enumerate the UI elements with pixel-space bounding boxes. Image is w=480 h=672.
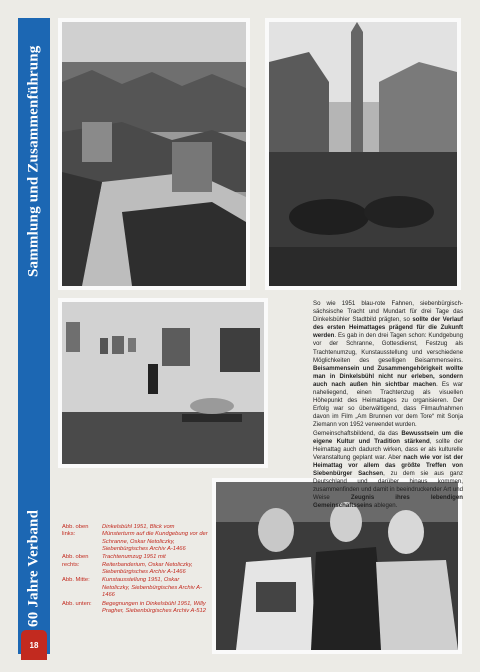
caption-text: Trachtenumzug 1951 mit Reiterbanderium, Oskar Netoliczky, Siebenbürgisches Archiv A-1466	[102, 554, 193, 575]
caption-label: Abb. oben rechts:	[62, 554, 89, 568]
photo-art-exhibition-image	[62, 302, 264, 464]
sidebar-anniversary-title: 60 Jahre Verband	[25, 509, 42, 627]
caption-item	[62, 554, 208, 576]
page-number: 18	[29, 640, 39, 650]
sidebar-section-title: Sammlung und Zusammenführung	[25, 45, 42, 277]
caption-text: Dinkelsbühl 1951, Blick vom Münsterturm auf die Kundgebung vor der Schranne, Oskar Netoliczky, Siebenbürgisches Archiv A-1466	[102, 524, 208, 552]
photo-costume-parade-image	[269, 22, 457, 286]
caption-item	[62, 577, 208, 599]
article-paragraph: So wie 1951 blau-rote Fahnen, siebenbürgisch-sächsische Tracht und Mundart für drei Tage das Dinkelsbühler Stadtbild prägten, so sollte der Verlauf des ersten Heimattages prägend für die Zukunft werden. Es gab in den drei Tagen schon: Kundgebung vor der Schranne, Gottesdienst, Festzug als Trachtenumzug, Kunstausstellung und verschiedene Möglichkeiten des geselligen Beisammenseins. Beisammensein und Zusammengehörigkeit wollte man in Dinkelsbühl nicht nur erleben, sondern auch nach außen hin sichtbar machen. Es war naheliegend, einen Trachtenzug als visuellen Höhepunkt des Heimattages zu organisieren. Der Erfolg war so überwältigend, dass Filmaufnahmen davon im Film „Am Brunnen vor dem Tore“ mit Sonja Ziemann von 1952 verwendet wurden.	[313, 300, 464, 429]
caption-label: Abb. oben links:	[62, 524, 89, 538]
photo-art-exhibition	[58, 298, 268, 468]
article-paragraph: Gemeinschaftsbildend, da das Bewusstsein um die eigene Kultur und Tradition stärkend, sollte der Heimattag auch dadurch wirken, dass er als kulturelle Veranstaltung geplant war. Aber nach wie vor ist der Heimattag vor allem das größte Treffen von Siebenbürger Sachsen, zu dem sie aus ganz Deutschland und darüber hinaus kommen, zusammenfinden und damit in beeindruckender Art und Weise Zeugnis ihres lebendigen Gemeinschaftsseins ablegen.	[313, 429, 464, 510]
image-captions	[62, 524, 208, 616]
caption-label: Abb. unten:	[62, 600, 92, 607]
photo-costume-parade	[265, 18, 461, 290]
caption-label: Abb. Mitte:	[62, 577, 90, 584]
caption-item	[62, 524, 208, 553]
article-text	[313, 300, 463, 510]
photo-town-square-aerial	[58, 18, 250, 290]
page-number-badge	[21, 630, 47, 660]
caption-text: Kunstausstellung 1951, Oskar Netoliczky, Siebenbürgisches Archiv A-1466	[102, 577, 202, 599]
caption-item	[62, 601, 208, 616]
photo-town-square-image	[62, 22, 246, 286]
sidebar	[18, 18, 50, 654]
caption-text: Begegnungen in Dinkelsbühl 1951, Willy Pragher, Siebenbürgisches Archiv A-512	[102, 600, 206, 614]
